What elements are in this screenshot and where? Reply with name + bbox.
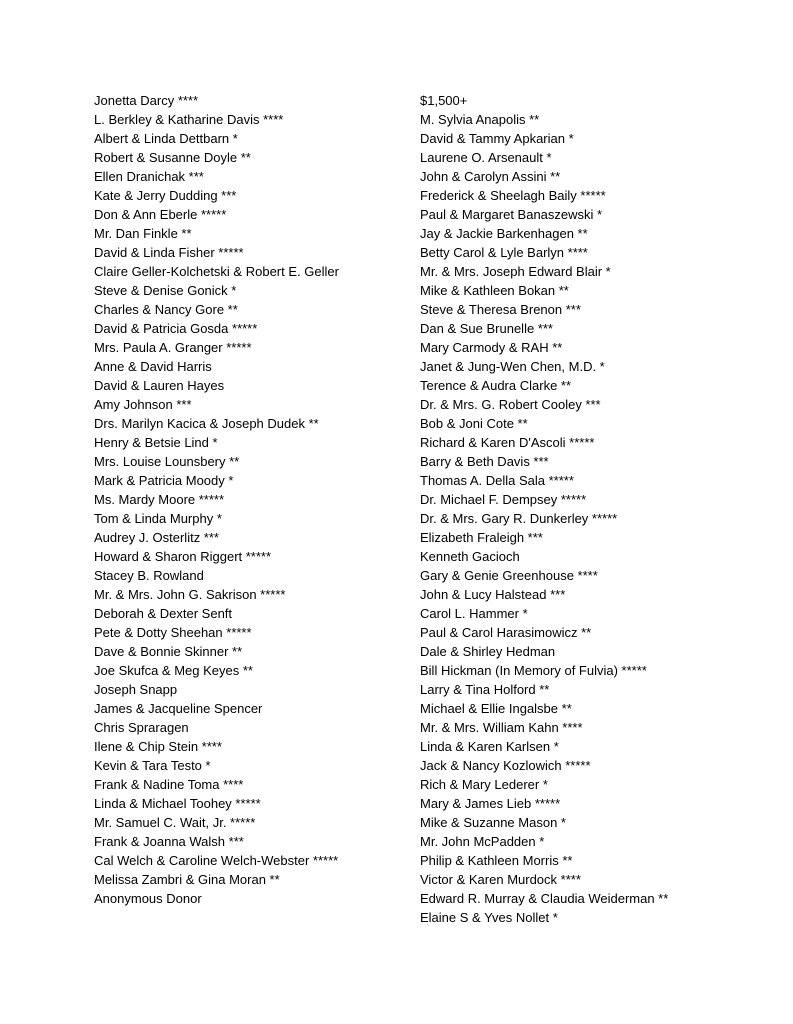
- list-item: Ilene & Chip Stein ****: [94, 739, 222, 754]
- list-item: Bob & Joni Cote **: [420, 416, 528, 431]
- list-item: Barry & Beth Davis ***: [420, 454, 549, 469]
- list-item: Frank & Joanna Walsh ***: [94, 834, 244, 849]
- list-item: Edward R. Murray & Claudia Weiderman **: [420, 891, 669, 906]
- list-item: Audrey J. Osterlitz ***: [94, 530, 219, 545]
- list-item: Paul & Margaret Banaszewski *: [420, 207, 603, 222]
- list-item: Cal Welch & Caroline Welch-Webster *****: [94, 853, 339, 868]
- list-item: Melissa Zambri & Gina Moran **: [94, 872, 280, 887]
- list-item: Elaine S & Yves Nollet *: [420, 910, 558, 925]
- list-item: Henry & Betsie Lind *: [94, 435, 218, 450]
- list-item: Rich & Mary Lederer *: [420, 777, 548, 792]
- list-item: David & Lauren Hayes: [94, 378, 225, 393]
- list-item: Philip & Kathleen Morris **: [420, 853, 573, 868]
- list-item: Mr. John McPadden *: [420, 834, 545, 849]
- list-item: Robert & Susanne Doyle **: [94, 150, 251, 165]
- list-item: Betty Carol & Lyle Barlyn ****: [420, 245, 588, 260]
- list-item: Mrs. Paula A. Granger *****: [94, 340, 252, 355]
- list-item: Linda & Karen Karlsen *: [420, 739, 559, 754]
- list-item: Drs. Marilyn Kacica & Joseph Dudek **: [94, 416, 319, 431]
- list-item: Terence & Audra Clarke **: [420, 378, 572, 393]
- list-item: Bill Hickman (In Memory of Fulvia) *****: [420, 663, 647, 678]
- list-item: Ellen Dranichak ***: [94, 169, 204, 184]
- list-item: Jay & Jackie Barkenhagen **: [420, 226, 588, 241]
- list-item: M. Sylvia Anapolis **: [420, 112, 540, 127]
- list-item: Don & Ann Eberle *****: [94, 207, 227, 222]
- list-item: John & Lucy Halstead ***: [420, 587, 566, 602]
- list-item: Frank & Nadine Toma ****: [94, 777, 244, 792]
- list-item: Dr. Michael F. Dempsey *****: [420, 492, 587, 507]
- donor-list-left: [94, 91, 414, 908]
- list-item: Dr. & Mrs. Gary R. Dunkerley *****: [420, 511, 618, 526]
- donor-list-right: [420, 91, 780, 927]
- list-item: Kevin & Tara Testo *: [94, 758, 211, 773]
- list-item: Charles & Nancy Gore **: [94, 302, 238, 317]
- list-item: Mike & Kathleen Bokan **: [420, 283, 569, 298]
- list-item: Deborah & Dexter Senft: [94, 606, 233, 621]
- list-item: Chris Spraragen: [94, 720, 189, 735]
- list-item: Anonymous Donor: [94, 891, 202, 906]
- list-item: Carol L. Hammer *: [420, 606, 528, 621]
- list-item: Pete & Dotty Sheehan *****: [94, 625, 252, 640]
- list-item: David & Linda Fisher *****: [94, 245, 244, 260]
- donation-tier-heading: $1,500+: [420, 93, 468, 108]
- list-item: Ms. Mardy Moore *****: [94, 492, 225, 507]
- list-item: Mary & James Lieb *****: [420, 796, 561, 811]
- list-item: Victor & Karen Murdock ****: [420, 872, 581, 887]
- list-item: Mr. Dan Finkle **: [94, 226, 192, 241]
- list-item: Steve & Denise Gonick *: [94, 283, 237, 298]
- list-item: Richard & Karen D'Ascoli *****: [420, 435, 595, 450]
- list-item: Steve & Theresa Brenon ***: [420, 302, 581, 317]
- list-item: Mary Carmody & RAH **: [420, 340, 563, 355]
- list-item: Albert & Linda Dettbarn *: [94, 131, 238, 146]
- list-item: Laurene O. Arsenault *: [420, 150, 552, 165]
- list-item: Joe Skufca & Meg Keyes **: [94, 663, 253, 678]
- list-item: Mr. & Mrs. John G. Sakrison *****: [94, 587, 286, 602]
- list-item: Joseph Snapp: [94, 682, 178, 697]
- list-item: Mr. & Mrs. Joseph Edward Blair *: [420, 264, 611, 279]
- list-item: David & Tammy Apkarian *: [420, 131, 574, 146]
- list-item: Claire Geller-Kolchetski & Robert E. Geller: [94, 264, 339, 279]
- list-item: Amy Johnson ***: [94, 397, 192, 412]
- list-item: Paul & Carol Harasimowicz **: [420, 625, 592, 640]
- list-item: Dale & Shirley Hedman: [420, 644, 556, 659]
- list-item: David & Patricia Gosda *****: [94, 321, 258, 336]
- list-item: Janet & Jung-Wen Chen, M.D. *: [420, 359, 605, 374]
- list-item: Dave & Bonnie Skinner **: [94, 644, 243, 659]
- list-item: Mike & Suzanne Mason *: [420, 815, 566, 830]
- list-item: Mrs. Louise Lounsbery **: [94, 454, 240, 469]
- list-item: Dr. & Mrs. G. Robert Cooley ***: [420, 397, 601, 412]
- list-item: Jack & Nancy Kozlowich *****: [420, 758, 591, 773]
- list-item: Thomas A. Della Sala *****: [420, 473, 574, 488]
- list-item: Dan & Sue Brunelle ***: [420, 321, 553, 336]
- list-item: John & Carolyn Assini **: [420, 169, 561, 184]
- list-item: Anne & David Harris: [94, 359, 212, 374]
- list-item: Elizabeth Fraleigh ***: [420, 530, 543, 545]
- list-item: Michael & Ellie Ingalsbe **: [420, 701, 572, 716]
- list-item: Kenneth Gacioch: [420, 549, 520, 564]
- list-item: Kate & Jerry Dudding ***: [94, 188, 237, 203]
- list-item: Tom & Linda Murphy *: [94, 511, 222, 526]
- list-item: Mr. & Mrs. William Kahn ****: [420, 720, 583, 735]
- list-item: Howard & Sharon Riggert *****: [94, 549, 272, 564]
- list-item: Frederick & Sheelagh Baily *****: [420, 188, 606, 203]
- list-item: L. Berkley & Katharine Davis ****: [94, 112, 284, 127]
- list-item: Gary & Genie Greenhouse ****: [420, 568, 598, 583]
- list-item: Mark & Patricia Moody *: [94, 473, 234, 488]
- list-item: Larry & Tina Holford **: [420, 682, 550, 697]
- list-item: Stacey B. Rowland: [94, 568, 204, 583]
- list-item: James & Jacqueline Spencer: [94, 701, 263, 716]
- list-item: Mr. Samuel C. Wait, Jr. *****: [94, 815, 256, 830]
- list-item: Linda & Michael Toohey *****: [94, 796, 261, 811]
- list-item: Jonetta Darcy ****: [94, 93, 199, 108]
